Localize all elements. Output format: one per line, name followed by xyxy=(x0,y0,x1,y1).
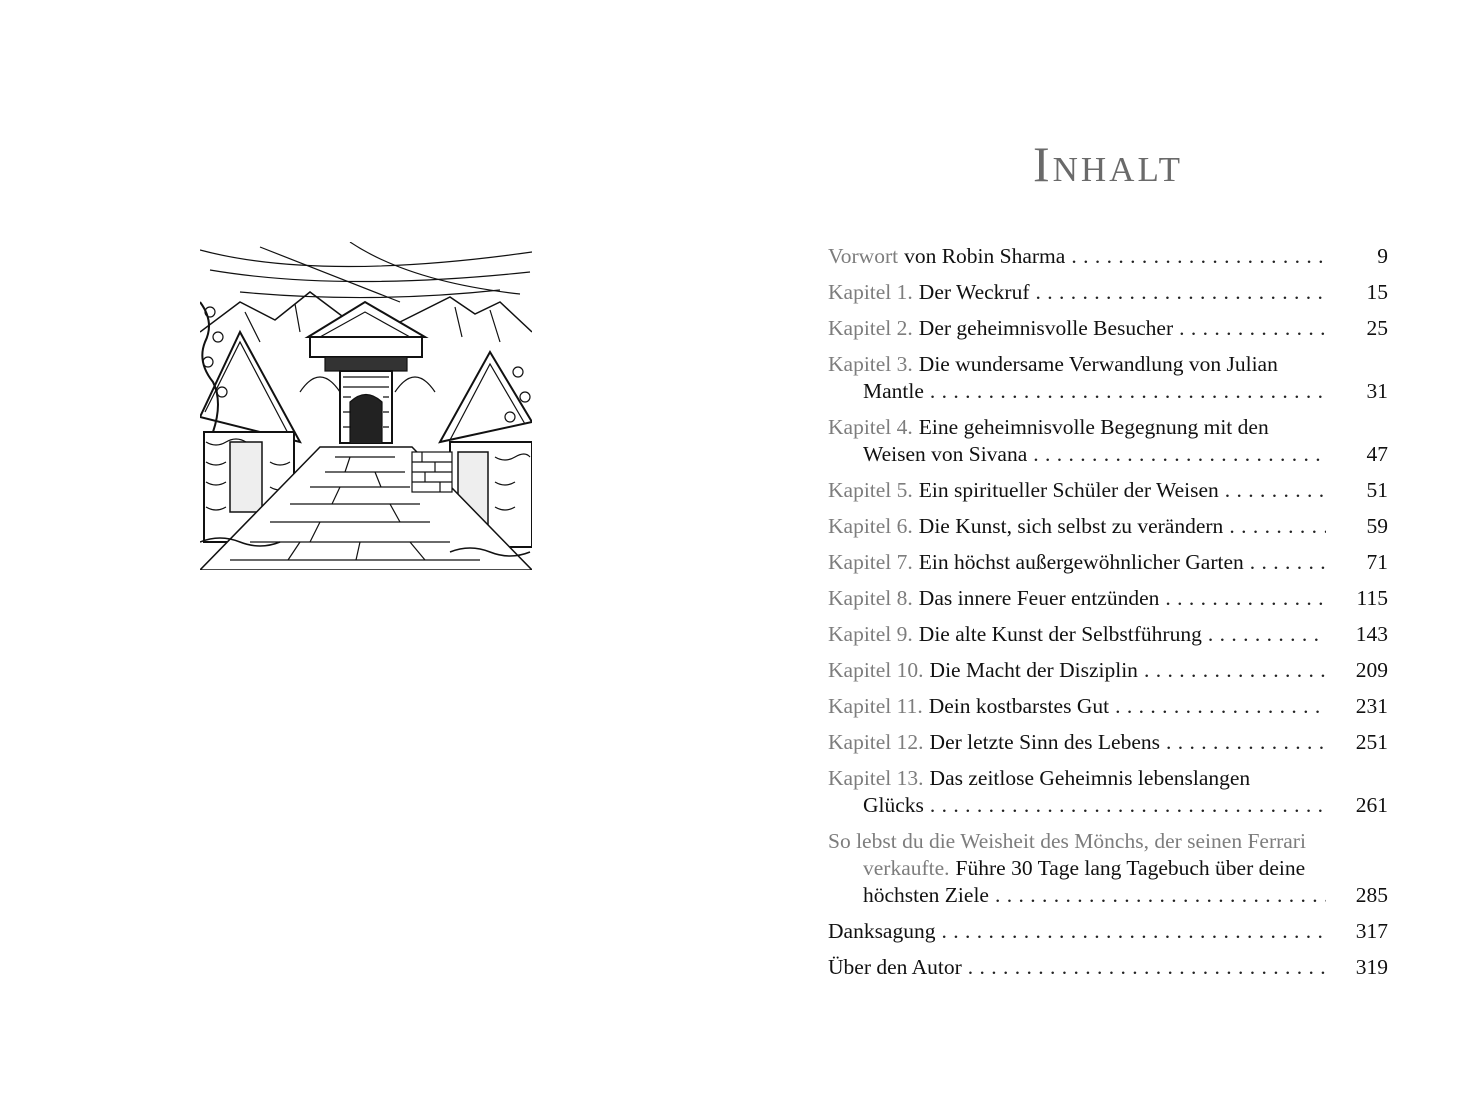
toc-entry-kapitel-13[interactable] xyxy=(828,765,1388,819)
toc-entry-prefix: Vorwort xyxy=(828,244,899,268)
toc-entry-page: 31 xyxy=(1366,379,1388,403)
toc-entry-kapitel-2[interactable] xyxy=(828,315,1388,342)
toc-entry-title: Dein kostbarstes Gut xyxy=(928,694,1110,718)
toc-entry-title-cont: Glücks xyxy=(863,793,924,817)
toc-entry-kapitel-12[interactable] xyxy=(828,729,1388,756)
toc-entry-kapitel-1[interactable] xyxy=(828,279,1388,306)
toc-entry-title-cont: höchsten Ziele xyxy=(863,883,989,907)
toc-entry-prefix: Kapitel 3. xyxy=(828,352,913,376)
toc-entry-page: 209 xyxy=(1355,658,1388,682)
toc-entry-prefix: Kapitel 4. xyxy=(828,415,913,439)
toc-entry-prefix: Kapitel 5. xyxy=(828,478,913,502)
toc-entry-tagebuch[interactable] xyxy=(828,828,1388,909)
toc-entry-title: Die alte Kunst der Selbstführung xyxy=(918,622,1202,646)
toc-entry-page: 15 xyxy=(1366,280,1388,304)
dot-leader xyxy=(1250,549,1326,576)
toc-entry-title: Ein spiritueller Schüler der Weisen xyxy=(918,478,1219,502)
toc-entry-page: 285 xyxy=(1355,883,1388,907)
toc-entry-page: 261 xyxy=(1355,793,1388,817)
dot-leader xyxy=(1166,729,1326,756)
toc-heading: Inhalt xyxy=(1032,136,1184,192)
toc-entry-title: Die wundersame Verwandlung von Julian xyxy=(918,352,1278,376)
toc-entry-prefix: Kapitel 12. xyxy=(828,730,924,754)
toc-entry-title: Der Weckruf xyxy=(918,280,1030,304)
toc-entry-title: Ein höchst außergewöhnlicher Garten xyxy=(918,550,1244,574)
dot-leader xyxy=(1179,315,1326,342)
toc-entry-prefix: Kapitel 11. xyxy=(828,694,923,718)
toc-entry-page: 251 xyxy=(1355,730,1388,754)
dot-leader xyxy=(930,792,1326,819)
toc-entry-title: Die Kunst, sich selbst zu verändern xyxy=(918,514,1224,538)
toc-entry-prefix: Kapitel 2. xyxy=(828,316,913,340)
dot-leader xyxy=(1229,513,1326,540)
dot-leader xyxy=(1036,279,1327,306)
toc-entry-page: 47 xyxy=(1366,442,1388,466)
temple-gate-illustration xyxy=(200,242,532,570)
toc-entry-page: 59 xyxy=(1366,514,1388,538)
toc-entry-title: Über den Autor xyxy=(828,955,962,979)
toc-entry-prefix: Kapitel 6. xyxy=(828,514,913,538)
dot-leader xyxy=(1144,657,1326,684)
toc-entry-danksagung[interactable] xyxy=(828,918,1388,945)
dot-leader xyxy=(941,918,1326,945)
toc-entry-page: 231 xyxy=(1355,694,1388,718)
toc-entry-title-cont: Mantle xyxy=(863,379,924,403)
toc-entry-kapitel-3[interactable] xyxy=(828,351,1388,405)
dot-leader xyxy=(1208,621,1326,648)
dot-leader xyxy=(968,954,1326,981)
toc-entry-prefix-cont: verkaufte. xyxy=(863,856,950,880)
toc-entry-title: Das zeitlose Geheimnis lebenslangen xyxy=(929,766,1251,790)
toc-entry-page: 319 xyxy=(1355,955,1388,979)
toc-entry-title: Führe 30 Tage lang Tagebuch über deine xyxy=(955,856,1306,880)
toc-entry-title: Der geheimnisvolle Besucher xyxy=(918,316,1174,340)
toc-entry-page: 143 xyxy=(1355,622,1388,646)
toc-entry-kapitel-10[interactable] xyxy=(828,657,1388,684)
toc-entry-page: 71 xyxy=(1366,550,1388,574)
dot-leader xyxy=(1165,585,1326,612)
toc-entry-page: 115 xyxy=(1356,586,1388,610)
toc-entry-prefix: Kapitel 9. xyxy=(828,622,913,646)
dot-leader xyxy=(1115,693,1326,720)
toc-entry-title: Der letzte Sinn des Lebens xyxy=(929,730,1160,754)
toc-entry-prefix: Kapitel 13. xyxy=(828,766,924,790)
toc-entry-title: Eine geheimnisvolle Begegnung mit den xyxy=(918,415,1269,439)
toc-entry-kapitel-9[interactable] xyxy=(828,621,1388,648)
dot-leader xyxy=(995,882,1326,909)
toc-entry-page: 317 xyxy=(1355,919,1388,943)
dot-leader xyxy=(1225,477,1326,504)
toc-entry-kapitel-7[interactable] xyxy=(828,549,1388,576)
toc-entry-kapitel-8[interactable] xyxy=(828,585,1388,612)
toc-entry-prefix: Kapitel 8. xyxy=(828,586,913,610)
toc-entry-prefix: Kapitel 7. xyxy=(828,550,913,574)
toc-entry-title: Danksagung xyxy=(828,919,936,943)
toc-entry-kapitel-5[interactable] xyxy=(828,477,1388,504)
toc-entry-page: 51 xyxy=(1366,478,1388,502)
dot-leader xyxy=(930,378,1326,405)
toc-entry-title: Die Macht der Disziplin xyxy=(929,658,1138,682)
toc-entry-title-cont: Weisen von Sivana xyxy=(863,442,1028,466)
dot-leader xyxy=(1071,243,1326,270)
toc-entry-prefix: Kapitel 1. xyxy=(828,280,913,304)
chapter-illustration xyxy=(200,242,532,570)
toc-entry-title: von Robin Sharma xyxy=(904,244,1066,268)
toc-entry-kapitel-11[interactable] xyxy=(828,693,1388,720)
toc-entry-page: 9 xyxy=(1377,244,1388,268)
toc-entry-vorwort[interactable] xyxy=(828,243,1388,270)
toc-entry-kapitel-4[interactable] xyxy=(828,414,1388,468)
toc-entry-page: 25 xyxy=(1366,316,1388,340)
toc-entry-ueber-den-autor[interactable] xyxy=(828,954,1388,981)
toc-entry-prefix: So lebst du die Weisheit des Mönchs, der seinen Ferrari xyxy=(828,829,1306,853)
toc-entry-kapitel-6[interactable] xyxy=(828,513,1388,540)
dot-leader xyxy=(1033,441,1326,468)
toc-entry-prefix: Kapitel 10. xyxy=(828,658,924,682)
toc-entry-title: Das innere Feuer entzünden xyxy=(918,586,1160,610)
